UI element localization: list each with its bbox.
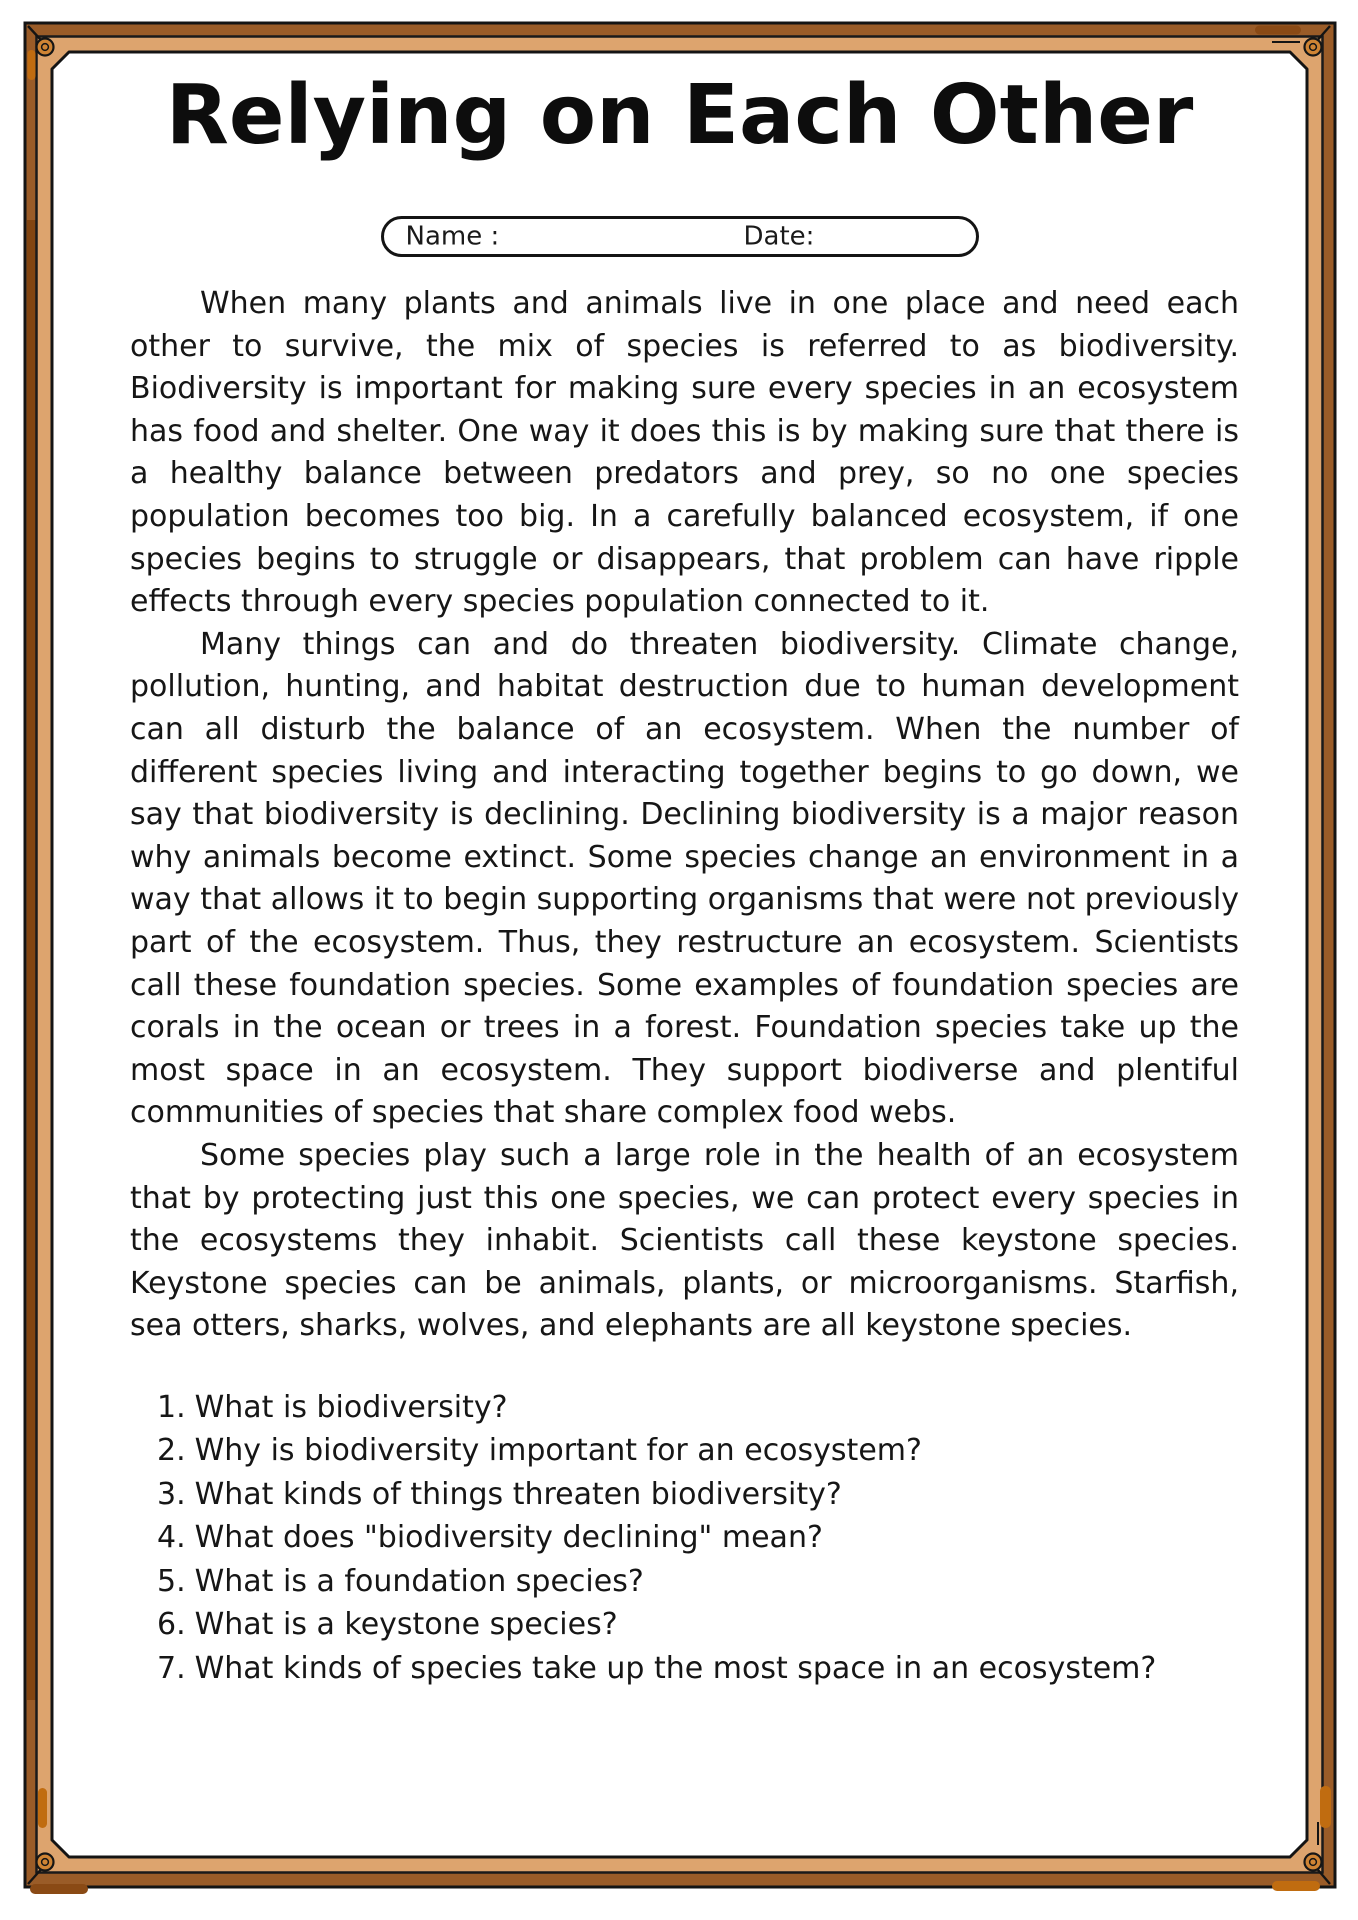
reading-passage — [130, 283, 1239, 1348]
question-item-6 — [157, 1603, 1247, 1647]
date-label: Date: — [743, 220, 815, 251]
question-item-7 — [157, 1647, 1247, 1691]
question-text: What does "biodiversity declining" mean? — [194, 1520, 823, 1556]
question-item-3 — [157, 1473, 1247, 1517]
page-title: Relying on Each Other — [165, 68, 1194, 163]
question-number: 1. — [157, 1389, 186, 1425]
rivet-top-right-icon — [1305, 39, 1322, 56]
date-input-area[interactable] — [816, 223, 966, 251]
question-number: 5. — [157, 1563, 186, 1599]
question-text: What kinds of species take up the most space in an ecosystem? — [194, 1650, 1157, 1686]
question-item-2 — [157, 1429, 1247, 1473]
rivet-bottom-left-icon — [37, 1854, 54, 1871]
question-text: Why is biodiversity important for an ecosystem? — [194, 1433, 922, 1469]
paragraph-threats-foundation-species: Many things can and do threaten biodiversity. Climate change, pollution, hunting, and habitat destruction due to human development can all disturb the balance of an ecosystem. When the number of different species living and interacting together begins to go down, we say that biodiversity is declining. Declining biodiversity is a major reason why animals become extinct. Some species change an environment in a way that allows it to begin supporting organisms that were not previously part of the ecosystem. Thus, they restructure an ecosystem. Scientists call these foundation species. Some examples of foundation species are corals in the ocean or trees in a forest. Foundation species take up the most space in an ecosystem. They support biodiverse and plentiful communities of species that share complex food webs. — [130, 626, 1239, 1131]
question-text: What is biodiversity? — [194, 1389, 508, 1425]
frame-left-grain — [27, 220, 36, 1700]
question-text: What kinds of things threaten biodiversity? — [194, 1476, 842, 1512]
paragraph-biodiversity-intro: When many plants and animals live in one place and need each other to survive, the mix of species is referred to as biodiversity. Biodiversity is important for making sure every species in an ecosystem has food and shelter. One way it does this is by making sure that there is a healthy balance between predators and prey, so no one species population becomes too big. In a carefully balanced ecosystem, if one species begins to struggle or disappears, that problem can have ripple effects through every species population connected to it. — [130, 286, 1239, 620]
name-date-box — [381, 216, 979, 257]
question-item-5 — [157, 1560, 1247, 1604]
question-number: 4. — [157, 1520, 186, 1556]
question-text: What is a keystone species? — [194, 1607, 618, 1643]
name-input-area[interactable] — [499, 223, 734, 251]
rivet-bottom-right-icon — [1305, 1854, 1322, 1871]
question-number: 2. — [157, 1433, 186, 1469]
question-text: What is a foundation species? — [194, 1563, 644, 1599]
question-item-1 — [157, 1386, 1247, 1430]
question-item-4 — [157, 1516, 1247, 1560]
worksheet-content — [52, 52, 1307, 1857]
paragraph-keystone-species: Some species play such a large role in the health of an ecosystem that by protecting just this one species, we can protect every species in the ecosystems they inhabit. Scientists call these keystone species. Keystone species can be animals, plants, or microorganisms. Starfish, sea otters, sharks, wolves, and elephants are all keystone species. — [130, 1137, 1239, 1344]
name-label: Name : — [405, 220, 500, 251]
question-number: 6. — [157, 1607, 186, 1643]
question-number: 7. — [157, 1650, 186, 1686]
rivet-top-left-icon — [37, 39, 54, 56]
questions-list — [157, 1386, 1247, 1691]
question-number: 3. — [157, 1476, 186, 1512]
